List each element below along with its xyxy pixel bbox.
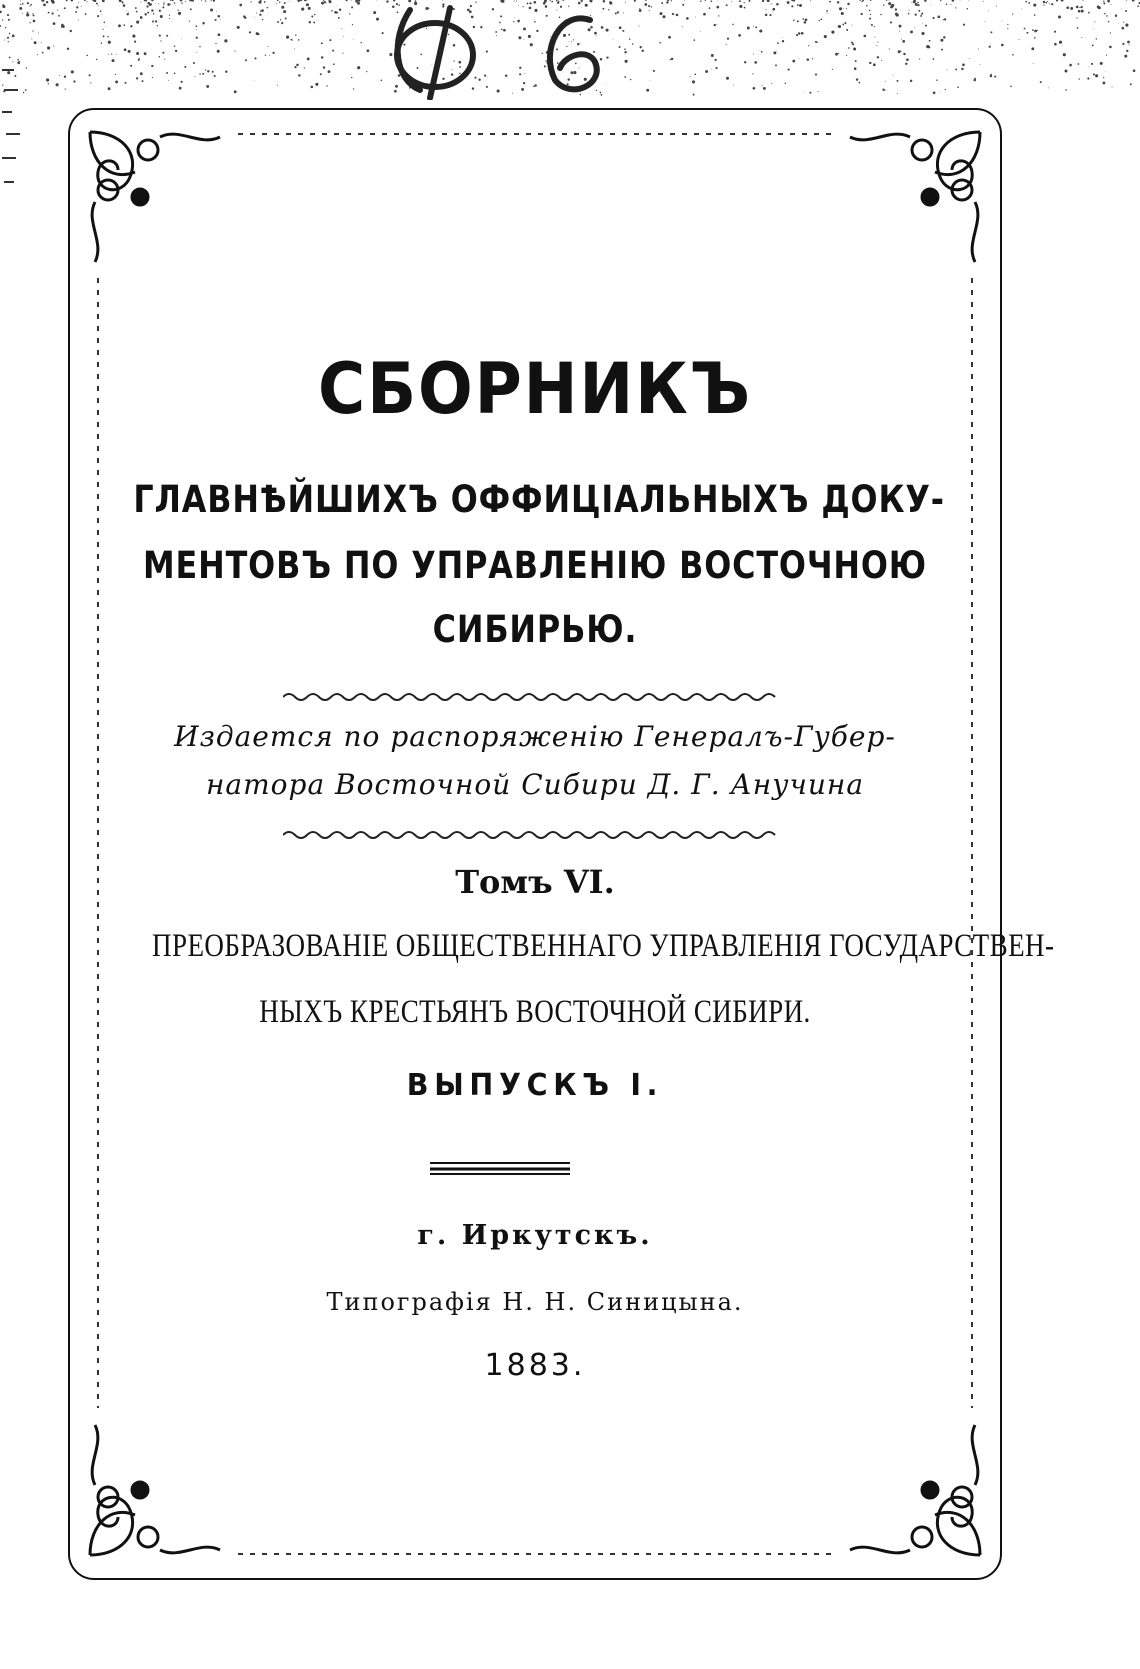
city-label: г. Иркутскъ. bbox=[417, 1220, 653, 1251]
title-page-content bbox=[68, 108, 1055, 1580]
issue-label: ВЫПУСКЪ I. bbox=[406, 1068, 664, 1103]
handwritten-shelf-mark bbox=[340, 0, 640, 100]
publisher-note-line-2: натора Восточной Сибири Д. Г. Анучина bbox=[205, 768, 865, 801]
margin-marks bbox=[0, 60, 40, 220]
volume-label: Томъ VI. bbox=[455, 863, 615, 901]
double-rule bbox=[430, 1160, 570, 1176]
printer-label: Типографія Н. Н. Синицына. bbox=[326, 1288, 744, 1316]
book-title: СБОРНИКЪ bbox=[318, 348, 752, 430]
section-line-2: НЫХЪ КРЕСТЬЯНЪ ВОСТОЧНОЙ СИБИРИ. bbox=[259, 994, 811, 1030]
subtitle-line-3: СИБИРЬЮ. bbox=[432, 608, 638, 651]
publication-year: 1883. bbox=[484, 1348, 586, 1383]
wavy-rule-2 bbox=[283, 828, 783, 842]
subtitle-line-2: МЕНТОВЪ ПО УПРАВЛЕНІЮ ВОСТОЧНОЮ bbox=[142, 544, 928, 587]
publisher-note-line-1: Издается по распоряженію Генералъ-Губер- bbox=[174, 720, 896, 753]
section-line-1: ПРЕОБРАЗОВАНІЕ ОБЩЕСТВЕННАГО УПРАВЛЕНІЯ ГОСУДАРСТВЕН- bbox=[152, 928, 1055, 964]
wavy-rule-1 bbox=[283, 690, 783, 704]
subtitle-line-1: ГЛАВНѢЙШИХЪ ОФФИЦІАЛЬНЫХЪ ДОКУ- bbox=[133, 478, 945, 521]
